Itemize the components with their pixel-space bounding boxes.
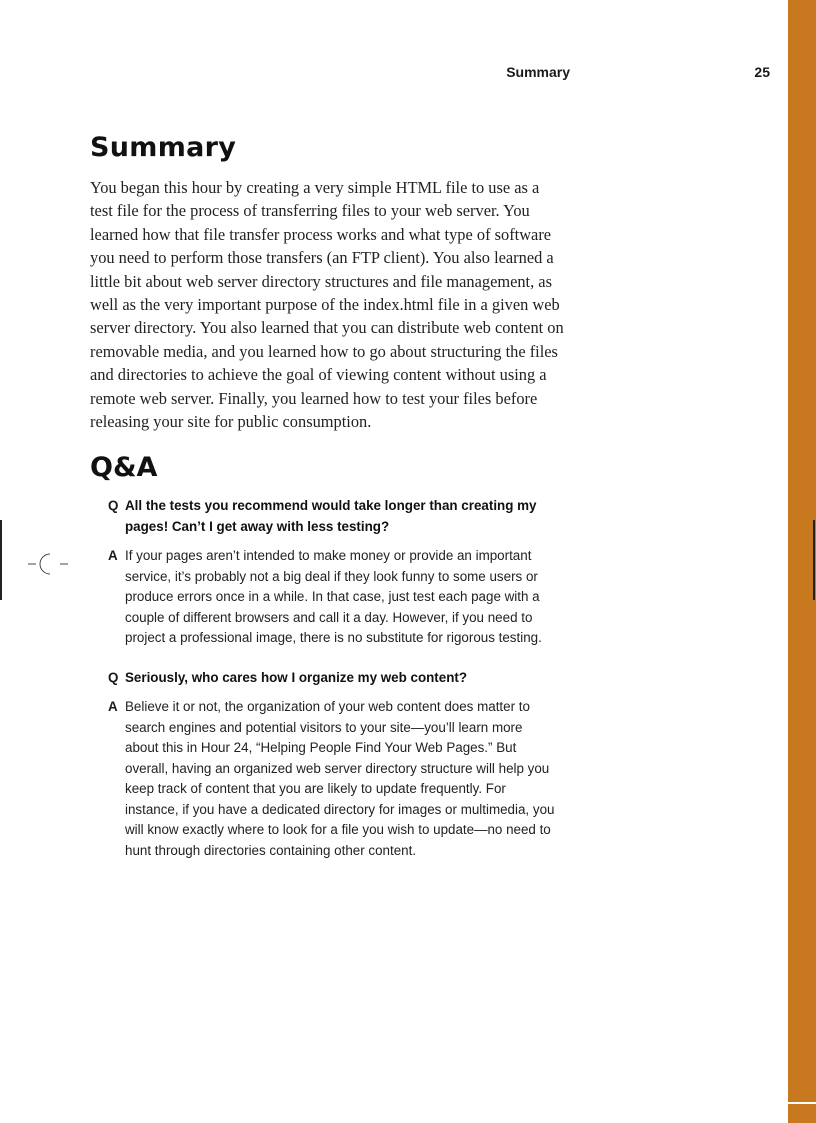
summary-heading: Summary [90, 132, 237, 163]
qa-answer-1 [108, 546, 558, 649]
running-header: Summary [506, 64, 570, 80]
summary-paragraph: You began this hour by creating a very simple HTML file to use as a test file for the process of transferring files to your web server. You learned how that file transfer process works and what type of software you need to perform those transfers (an FTP client). You also learned a little bit about web server directory structures and file management, as well as the very important purpose of the index.html file in a given web server directory. You also learned that you can distribute web content on removable media, and you learned how to go about structuring the files and directories to achieve the goal of viewing content without using a remote web server. Finally, you learned how to test your files before releasing your site for public consumption. [90, 178, 564, 432]
crop-mark-left [0, 520, 2, 600]
qa-heading: Q&A [90, 452, 158, 483]
page-number: 25 [754, 64, 770, 80]
qa-answer-2 [108, 697, 558, 861]
crop-mark-right [813, 520, 815, 600]
question-marker: Q [108, 498, 119, 513]
answer-marker: A [108, 548, 118, 563]
edge-color-bar [788, 0, 816, 1123]
answer-text: If your pages aren’t intended to make money or provide an important service, it’s probably not a big deal if they look funny to some users or produce errors once in a while. In that case, just test each page with a couple of different browsers and call it a day. However, if you need to project a professional image, there is no substitute for rigorous testing. [125, 548, 542, 645]
question-text: Seriously, who cares how I organize my web content? [125, 670, 468, 685]
qa-question-1 [108, 496, 558, 537]
bar-notch [788, 1102, 816, 1123]
answer-marker: A [108, 699, 118, 714]
qa-question-2 [108, 668, 558, 689]
registration-mark-icon [28, 550, 68, 578]
answer-text: Believe it or not, the organization of your web content does matter to search engines and potential visitors to your site—you’ll learn more about this in Hour 24, “Helping People Find Your Web Pages.” But overall, having an organized web server directory structure will help you keep track of content that you are likely to update frequently. For instance, if you have a dedicated directory for images or multimedia, you will know exactly where to look for a file you wish to update—no need to hunt through directories containing other content. [125, 699, 555, 858]
question-text: All the tests you recommend would take longer than creating my pages! Can’t I get away with less testing? [125, 498, 537, 534]
question-marker: Q [108, 670, 119, 685]
